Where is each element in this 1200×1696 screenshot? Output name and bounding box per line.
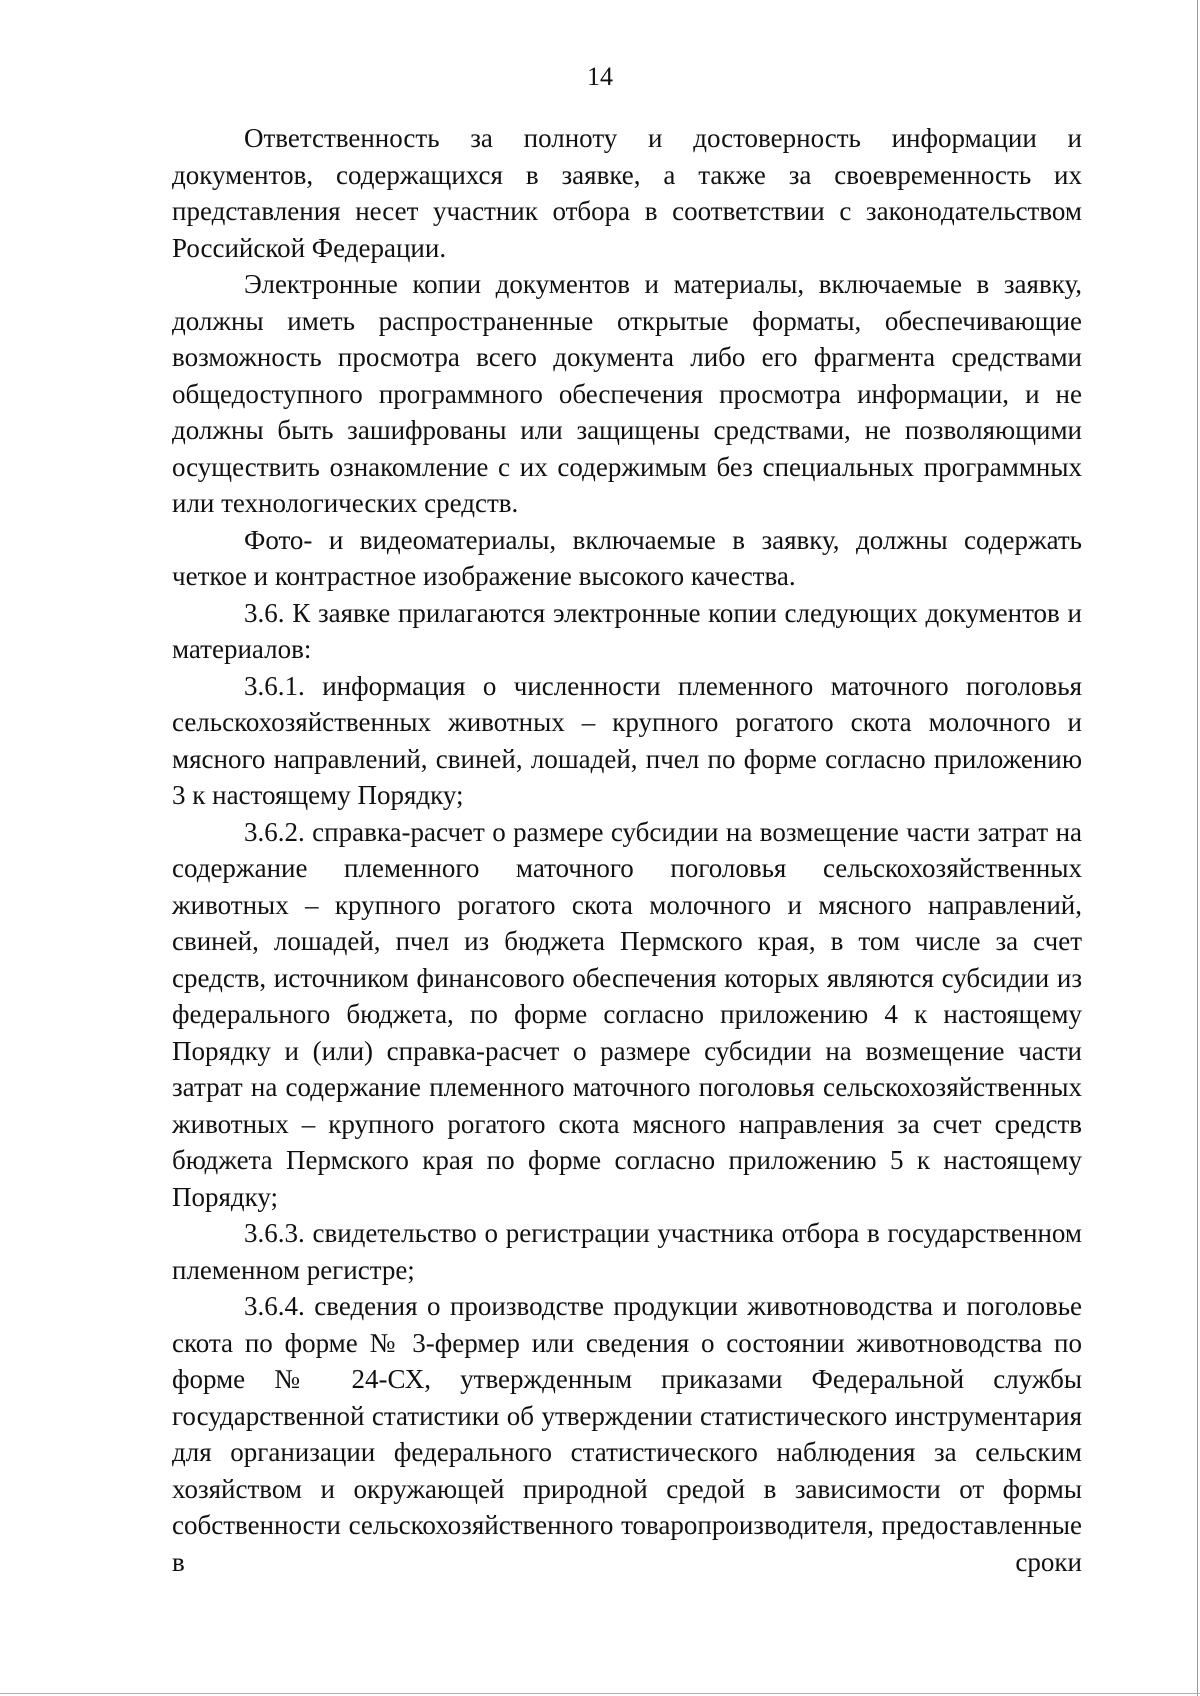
paragraph-electronic-copies: Электронные копии документов и материалы, включаемые в заявку, должны иметь распространенные открытые форматы, обеспечивающие возможность просмотра всего документа либо его фрагмента средствами общедоступного программного обеспечения просмотра информации, и не должны быть зашифрованы или защищены средствами, не позволяющими осуществить ознакомление с их содержимым без специальных программных или технологических средств. <box>172 269 1082 518</box>
paragraph-3-6-1: 3.6.1. информация о численности племенного маточного поголовья сельскохозяйственных животных – крупного рогатого скота молочного и мясного направлений, свиней, лошадей, пчел по форме согласно приложению 3 к настоящему Порядку; <box>172 670 1082 810</box>
page-number: 14 <box>587 62 613 91</box>
paragraph-3-6-3: 3.6.3. свидетельство о регистрации участника отбора в государственном племенном регистре; <box>172 1218 1082 1285</box>
paragraph-responsibility: Ответственность за полноту и достоверность информации и документов, содержащихся в заявке, а также за своевременность их представления несет участник отбора в соответствии с законодательством Российской Федерации. <box>172 123 1082 263</box>
scan-edge-bottom <box>0 1693 1200 1694</box>
paragraph-photo-video: Фото- и видеоматериалы, включаемые в заявку, должны содержать четкое и контрастное изображение высокого качества. <box>172 524 1082 591</box>
paragraph-3-6-2: 3.6.2. справка-расчет о размере субсидии на возмещение части затрат на содержание племенного маточного поголовья сельскохозяйственных животных – крупного рогатого скота молочного и мясного направлений, свиней, лошадей, пчел из бюджета Пермского края, в том числе за счет средств, источником финансового обеспечения которых являются субсидии из федерального бюджета, по форме согласно приложению 4 к настоящему Порядку и (или) справка-расчет о размере субсидии на возмещение части затрат на содержание племенного маточного поголовья сельскохозяйственных животных – крупного рогатого скота мясного направления за счет средств бюджета Пермского края по форме согласно приложению 5 к настоящему Порядку; <box>172 816 1082 1212</box>
paragraph-3-6-4: 3.6.4. сведения о производстве продукции животноводства и поголовье скота по форме № 3-фермер или сведения о состоянии животноводства по форме № 24-СХ, утвержденным приказами Федеральной службы государственной статистики об утверждении статистического инструментария для организации федерального статистического наблюдения за сельским хозяйством и окружающей природной средой в зависимости от формы собственности сельскохозяйственного товаропроизводителя, предоставленные в сроки <box>172 1291 1082 1577</box>
scan-edge-right <box>1197 0 1198 1696</box>
paragraph-3-6: 3.6. К заявке прилагаются электронные копии следующих документов и материалов: <box>172 597 1082 664</box>
document-body <box>172 120 1082 1580</box>
